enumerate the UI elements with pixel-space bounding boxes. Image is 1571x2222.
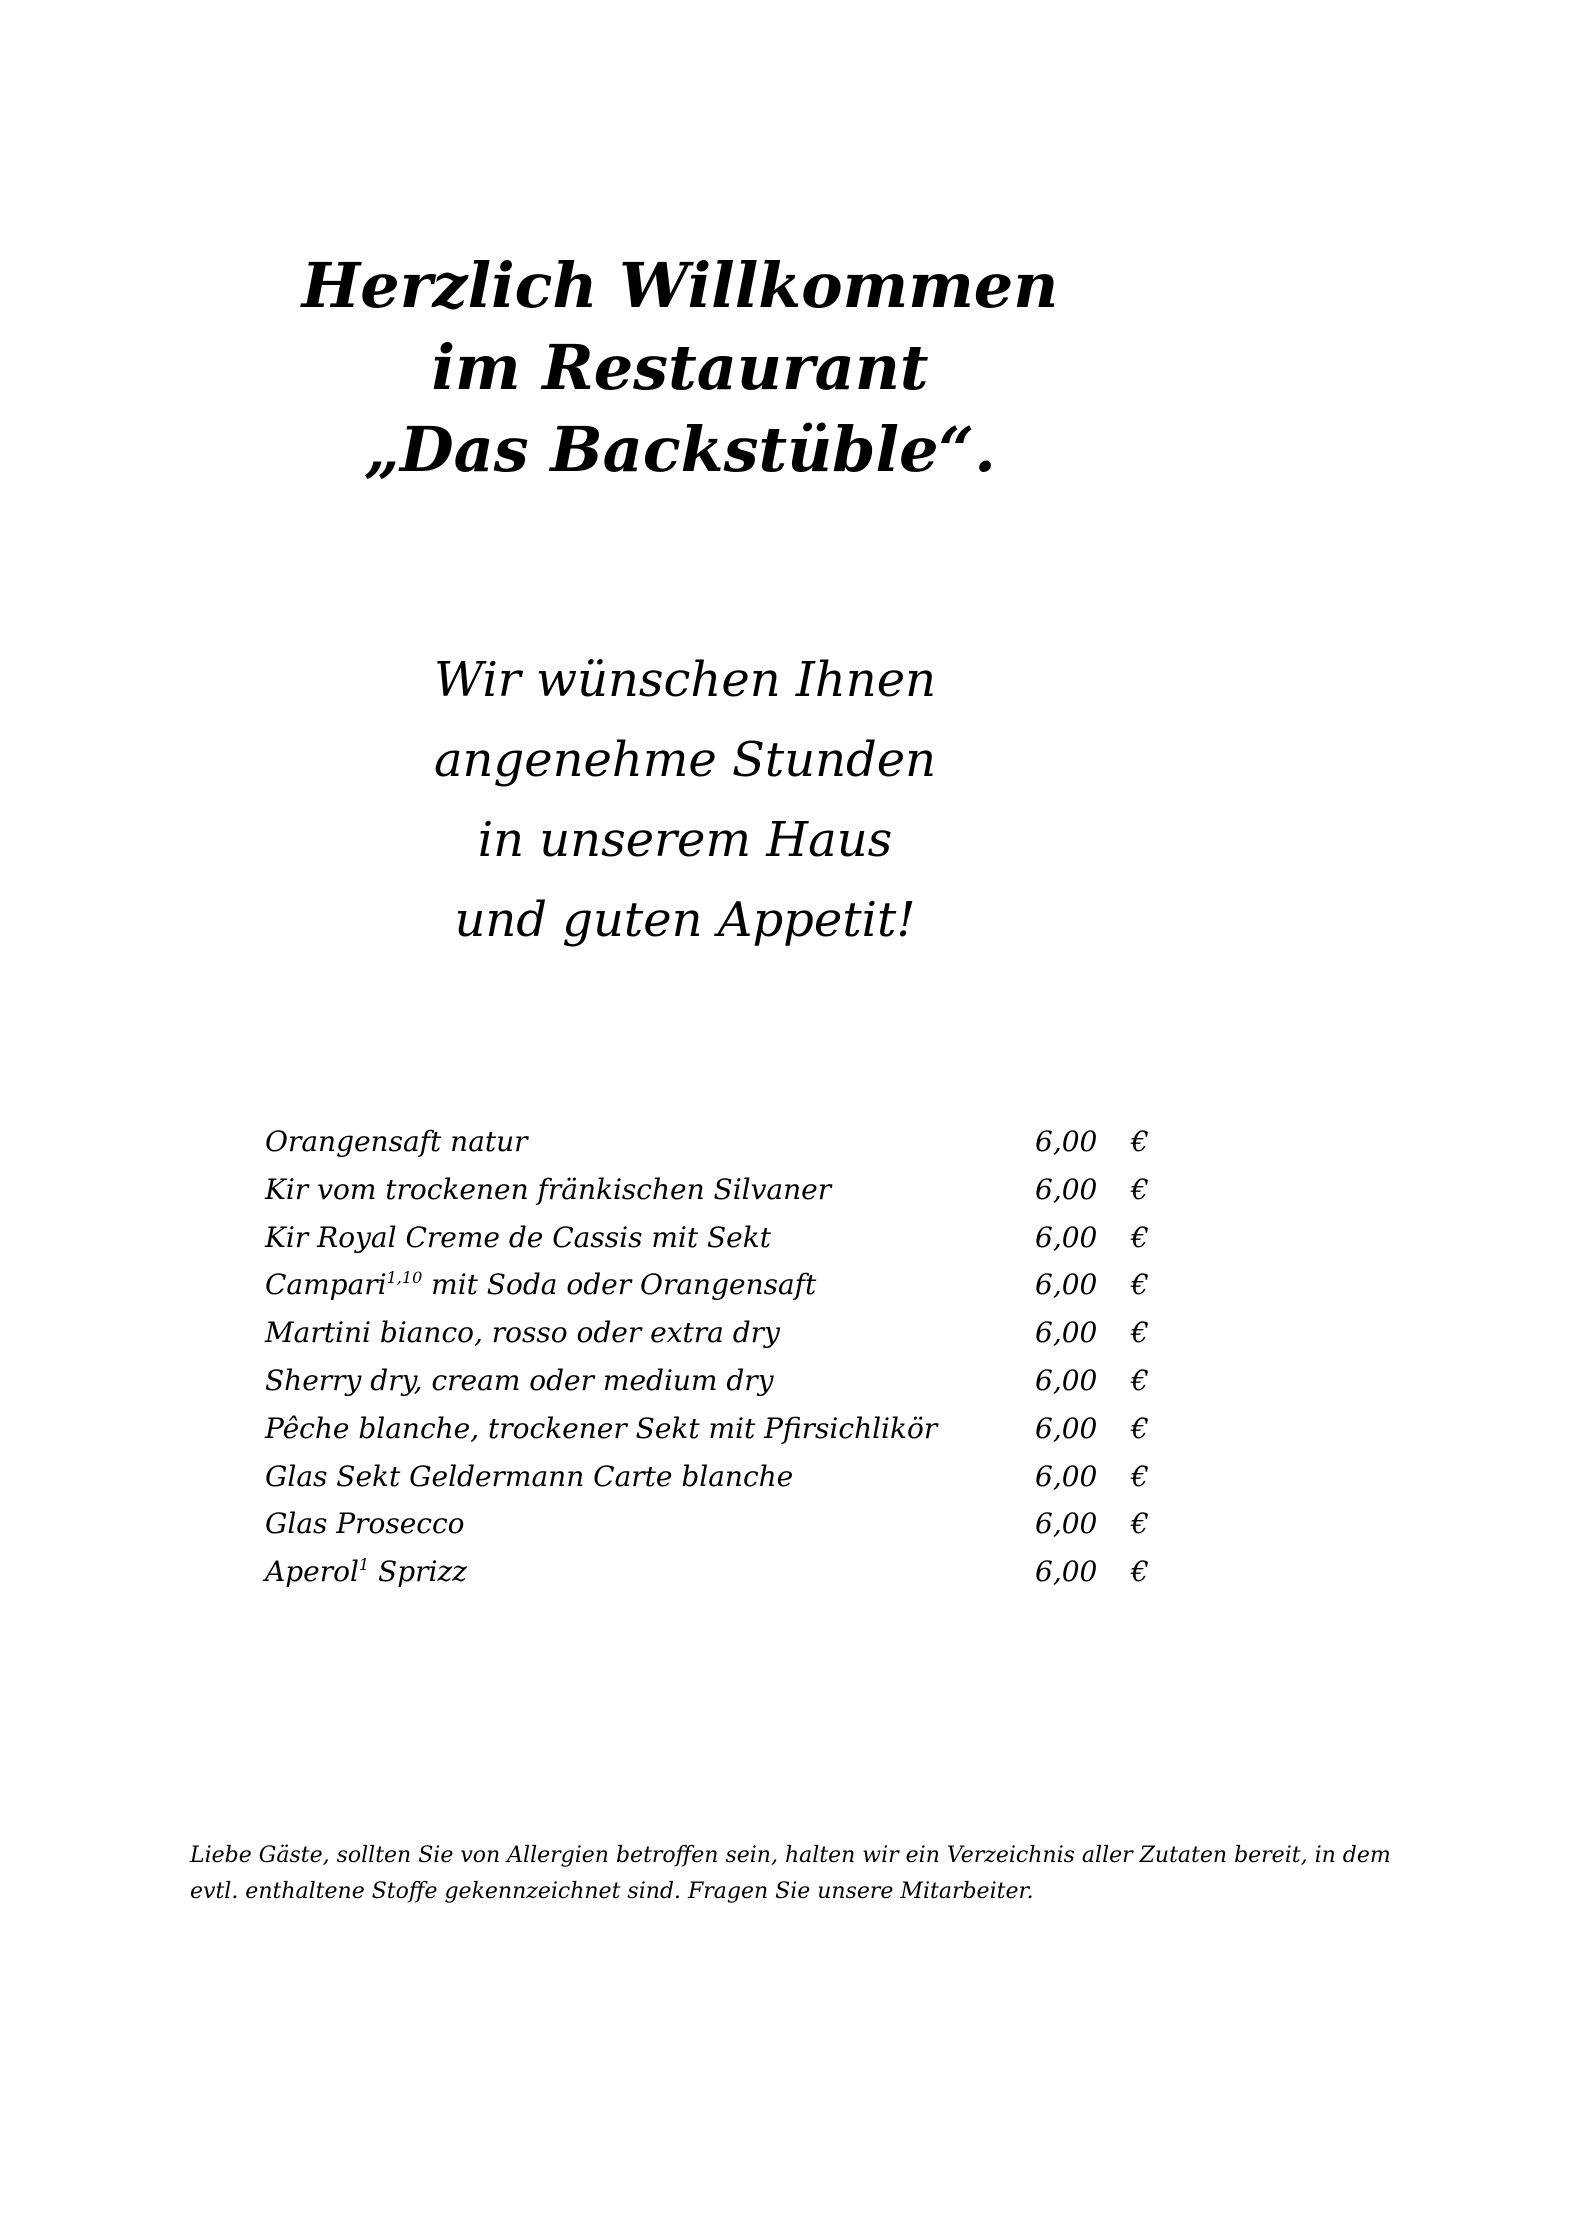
greeting-line-2: angenehme Stunden [433,732,937,788]
menu-item-price: 6,00 [1035,1555,1098,1589]
menu-item-price: 6,00 [1035,1172,1098,1206]
currency-symbol: € [1131,1555,1149,1589]
currency-symbol: € [1131,1172,1149,1206]
allergen-superscript: 1 [358,1555,370,1575]
menu-item [265,1405,1165,1453]
menu-item [265,1261,1165,1309]
title-line-2: im Restaurant [431,331,929,404]
currency-symbol: € [1131,1268,1149,1302]
menu-item [265,1357,1165,1405]
menu-item-price: 6,00 [1035,1363,1098,1397]
menu-item [265,1214,1165,1262]
currency-symbol: € [1131,1220,1149,1254]
notice-line-1: Liebe Gäste, sollten Sie von Allergien betroffen sein, halten wir ein Verzeichnis aller Zutaten bereit, in dem [190,1843,1391,1868]
greeting-line-1: Wir wünschen Ihnen [433,652,937,708]
menu-item-name: Glas Prosecco [265,1507,465,1541]
aperitif-menu-list [265,1118,1165,1596]
menu-item-name: Kir Royal Creme de Cassis mit Sekt [265,1220,771,1254]
greeting-line-4: und guten Appetit! [454,892,916,948]
allergy-notice [190,1838,1450,1910]
menu-item [265,1118,1165,1166]
currency-symbol: € [1131,1363,1149,1397]
menu-item [265,1309,1165,1357]
menu-item [265,1166,1165,1214]
title-line-1: Herzlich Willkommen [301,249,1059,322]
menu-item [265,1453,1165,1501]
menu-item-name: Pêche blanche, trockener Sekt mit Pfirsichlikör [265,1411,938,1445]
menu-item-price: 6,00 [1035,1125,1098,1158]
menu-item-name: Sherry dry, cream oder medium dry [265,1363,774,1397]
welcome-title [0,245,1360,491]
menu-item-price: 6,00 [1035,1411,1098,1445]
greeting-line-3: in unserem Haus [477,812,893,868]
menu-item-name: Campari$^{1,10}$ mit Soda oder Orangensaft [265,1268,817,1302]
currency-symbol: € [1131,1125,1149,1158]
title-line-3: „Das Backstüble“. [364,413,996,486]
menu-item [265,1500,1165,1548]
menu-item-name: Orangensaft natur [265,1125,528,1158]
menu-item-name: Kir vom trockenen fränkischen Silvaner [265,1172,832,1206]
currency-symbol: € [1131,1507,1149,1541]
currency-symbol: € [1131,1316,1149,1350]
menu-item-price: 6,00 [1035,1316,1098,1350]
menu-item-price: 6,00 [1035,1459,1098,1493]
currency-symbol: € [1131,1459,1149,1493]
menu-item-name: Aperol$^1$ Sprizz [265,1555,467,1589]
menu-item-price: 6,00 [1035,1507,1098,1541]
menu-item-price: 6,00 [1035,1268,1098,1302]
greeting-text [0,640,1370,960]
menu-item-name: Martini bianco, rosso oder extra dry [265,1316,780,1350]
allergen-superscript: 1,10 [386,1268,423,1288]
menu-item-name: Glas Sekt Geldermann Carte blanche [265,1459,794,1493]
notice-line-2: evtl. enthaltene Stoffe gekennzeichnet sind. Fragen Sie unsere Mitarbeiter. [190,1879,1034,1904]
menu-item [265,1548,1165,1596]
menu-item-price: 6,00 [1035,1220,1098,1254]
currency-symbol: € [1131,1411,1149,1445]
